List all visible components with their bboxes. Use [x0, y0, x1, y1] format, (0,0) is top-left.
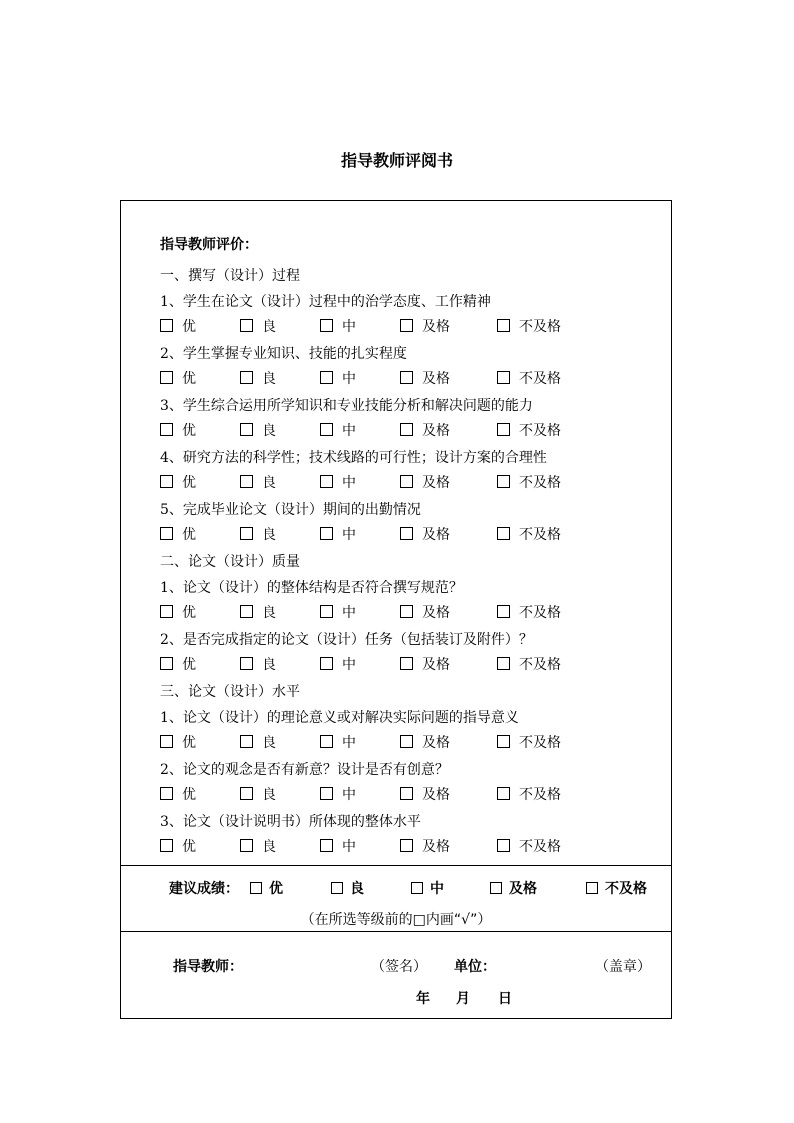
checkbox[interactable] — [320, 839, 333, 852]
checkbox[interactable] — [400, 787, 413, 800]
grade-option[interactable]: 中 — [320, 472, 356, 492]
checkbox[interactable] — [250, 882, 262, 894]
checkbox[interactable] — [400, 371, 413, 384]
grade-option[interactable]: 优 — [160, 654, 196, 674]
checkbox[interactable] — [240, 839, 253, 852]
grade-option[interactable]: 及格 — [400, 472, 450, 492]
checkbox[interactable] — [240, 657, 253, 670]
question-text: 2、是否完成指定的论文（设计）任务（包括装订及附件）？ — [160, 632, 533, 648]
checkbox[interactable] — [320, 605, 333, 618]
grade-options — [160, 420, 640, 440]
checkbox[interactable] — [320, 475, 333, 488]
grade-option[interactable]: 及格 — [400, 420, 450, 440]
unit-label: 单位： — [454, 959, 496, 975]
grade-option[interactable]: 不及格 — [497, 836, 561, 856]
checkbox[interactable] — [586, 882, 598, 894]
checkbox[interactable] — [320, 371, 333, 384]
grade-option[interactable]: 中 — [320, 420, 356, 440]
checkbox[interactable] — [160, 527, 173, 540]
checkbox[interactable] — [160, 787, 173, 800]
grade-option[interactable]: 优 — [160, 472, 196, 492]
checkbox[interactable] — [320, 735, 333, 748]
grade-option[interactable]: 良 — [240, 420, 276, 440]
grade-instruction: （在所选等级前的□内画“√”） — [300, 912, 492, 928]
checkbox[interactable] — [497, 787, 510, 800]
suggested-grade-option[interactable]: 优 — [250, 878, 283, 898]
teacher-label: 指导教师： — [173, 959, 243, 975]
checkbox[interactable] — [497, 319, 510, 332]
checkbox[interactable] — [240, 319, 253, 332]
checkbox[interactable] — [411, 882, 423, 894]
checkbox[interactable] — [240, 475, 253, 488]
grade-option[interactable]: 良 — [240, 654, 276, 674]
checkbox[interactable] — [160, 371, 173, 384]
section-title: 一、撰写（设计）过程 — [160, 268, 300, 284]
checkbox[interactable] — [320, 527, 333, 540]
section-title: 三、论文（设计）水平 — [160, 684, 300, 700]
checkbox[interactable] — [400, 605, 413, 618]
checkbox[interactable] — [497, 657, 510, 670]
grade-option[interactable]: 良 — [240, 368, 276, 388]
question-text: 3、学生综合运用所学知识和专业技能分析和解决问题的能力 — [160, 398, 533, 414]
grade-option[interactable]: 不及格 — [497, 420, 561, 440]
grade-option[interactable]: 不及格 — [497, 784, 561, 804]
question-text: 1、论文（设计）的理论意义或对解决实际问题的指导意义 — [160, 710, 519, 726]
checkbox[interactable] — [497, 527, 510, 540]
evaluation-form — [120, 200, 672, 1019]
checkbox[interactable] — [400, 319, 413, 332]
grade-option[interactable]: 良 — [240, 836, 276, 856]
checkbox[interactable] — [400, 735, 413, 748]
grade-options — [160, 654, 640, 674]
checkbox[interactable] — [240, 735, 253, 748]
grade-option[interactable]: 不及格 — [497, 472, 561, 492]
section-title: 二、论文（设计）质量 — [160, 554, 300, 570]
grade-options — [160, 472, 640, 492]
grade-option[interactable]: 及格 — [400, 316, 450, 336]
checkbox[interactable] — [400, 423, 413, 436]
grade-option[interactable]: 及格 — [400, 368, 450, 388]
question-text: 2、论文的观念是否有新意？设计是否有创意？ — [160, 762, 449, 778]
seal-hint: （盖章） — [595, 959, 651, 975]
grade-option[interactable]: 不及格 — [497, 368, 561, 388]
grade-option[interactable]: 中 — [320, 602, 356, 622]
checkbox[interactable] — [490, 882, 502, 894]
suggested-grade-option[interactable]: 中 — [411, 878, 444, 898]
grade-option[interactable]: 优 — [160, 316, 196, 336]
grade-options — [160, 602, 640, 622]
checkbox[interactable] — [400, 475, 413, 488]
grade-option[interactable]: 中 — [320, 316, 356, 336]
date-year: 年 — [416, 991, 430, 1007]
grade-option[interactable]: 良 — [240, 784, 276, 804]
grade-option[interactable]: 优 — [160, 368, 196, 388]
question-text: 1、论文（设计）的整体结构是否符合撰写规范？ — [160, 580, 463, 596]
suggested-grade-option[interactable]: 不及格 — [586, 878, 647, 898]
grade-option[interactable]: 及格 — [400, 836, 450, 856]
date-month: 月 — [456, 991, 470, 1007]
question-text: 3、论文（设计说明书）所体现的整体水平 — [160, 814, 421, 830]
checkbox[interactable] — [240, 787, 253, 800]
checkbox[interactable] — [160, 839, 173, 852]
grade-option[interactable]: 中 — [320, 784, 356, 804]
divider — [121, 931, 671, 932]
checkbox[interactable] — [240, 605, 253, 618]
grade-option[interactable]: 中 — [320, 836, 356, 856]
suggested-grade-label: 建议成绩： — [169, 881, 239, 897]
checkbox[interactable] — [320, 657, 333, 670]
checkbox[interactable] — [320, 423, 333, 436]
grade-option[interactable]: 不及格 — [497, 602, 561, 622]
grade-option[interactable]: 优 — [160, 602, 196, 622]
checkbox[interactable] — [331, 882, 343, 894]
grade-option[interactable]: 及格 — [400, 784, 450, 804]
suggested-grade-option[interactable]: 及格 — [490, 878, 537, 898]
page-title: 指导教师评阅书 — [340, 151, 453, 170]
grade-options — [160, 732, 640, 752]
date-day: 日 — [498, 991, 512, 1007]
checkbox[interactable] — [240, 527, 253, 540]
suggested-grade-row — [121, 878, 671, 898]
grade-option[interactable]: 良 — [240, 472, 276, 492]
grade-option[interactable]: 及格 — [400, 524, 450, 544]
grade-option[interactable]: 良 — [240, 316, 276, 336]
grade-option[interactable]: 中 — [320, 524, 356, 544]
grade-option[interactable]: 良 — [240, 602, 276, 622]
grade-option[interactable]: 良 — [240, 732, 276, 752]
checkbox[interactable] — [497, 735, 510, 748]
checkbox[interactable] — [400, 657, 413, 670]
grade-option[interactable]: 良 — [240, 524, 276, 544]
checkbox[interactable] — [400, 527, 413, 540]
checkbox[interactable] — [497, 475, 510, 488]
grade-options — [160, 368, 640, 388]
grade-option[interactable]: 中 — [320, 732, 356, 752]
grade-option[interactable]: 不及格 — [497, 654, 561, 674]
grade-options — [160, 524, 640, 544]
checkbox[interactable] — [160, 475, 173, 488]
checkbox[interactable] — [497, 605, 510, 618]
checkbox[interactable] — [160, 319, 173, 332]
checkbox[interactable] — [160, 423, 173, 436]
question-text: 2、学生掌握专业知识、技能的扎实程度 — [160, 346, 407, 362]
checkbox[interactable] — [160, 657, 173, 670]
grade-option[interactable]: 优 — [160, 420, 196, 440]
question-text: 5、完成毕业论文（设计）期间的出勤情况 — [160, 502, 421, 518]
grade-option[interactable]: 不及格 — [497, 524, 561, 544]
question-text: 4、研究方法的科学性；技术线路的可行性；设计方案的合理性 — [160, 450, 547, 466]
checkbox[interactable] — [240, 423, 253, 436]
form-heading: 指导教师评价： — [160, 237, 258, 253]
grade-options — [160, 836, 640, 856]
grade-option[interactable]: 中 — [320, 654, 356, 674]
grade-option[interactable]: 及格 — [400, 654, 450, 674]
grade-options — [160, 784, 640, 804]
suggested-grade-option[interactable]: 良 — [331, 878, 364, 898]
grade-option[interactable]: 中 — [320, 368, 356, 388]
checkbox[interactable] — [320, 319, 333, 332]
grade-option[interactable]: 优 — [160, 732, 196, 752]
checkbox[interactable] — [400, 839, 413, 852]
checkbox[interactable] — [240, 371, 253, 384]
checkbox[interactable] — [497, 423, 510, 436]
grade-option[interactable]: 优 — [160, 836, 196, 856]
question-text: 1、学生在论文（设计）过程中的治学态度、工作精神 — [160, 294, 491, 310]
grade-options — [160, 316, 640, 336]
grade-option[interactable]: 不及格 — [497, 732, 561, 752]
grade-option[interactable]: 及格 — [400, 732, 450, 752]
checkbox[interactable] — [497, 371, 510, 384]
divider — [121, 865, 671, 866]
grade-option[interactable]: 优 — [160, 784, 196, 804]
checkbox[interactable] — [160, 605, 173, 618]
grade-option[interactable]: 及格 — [400, 602, 450, 622]
checkbox[interactable] — [320, 787, 333, 800]
grade-option[interactable]: 不及格 — [497, 316, 561, 336]
signature-hint: （签名） — [371, 959, 427, 975]
checkbox[interactable] — [160, 735, 173, 748]
grade-option[interactable]: 优 — [160, 524, 196, 544]
checkbox[interactable] — [497, 839, 510, 852]
